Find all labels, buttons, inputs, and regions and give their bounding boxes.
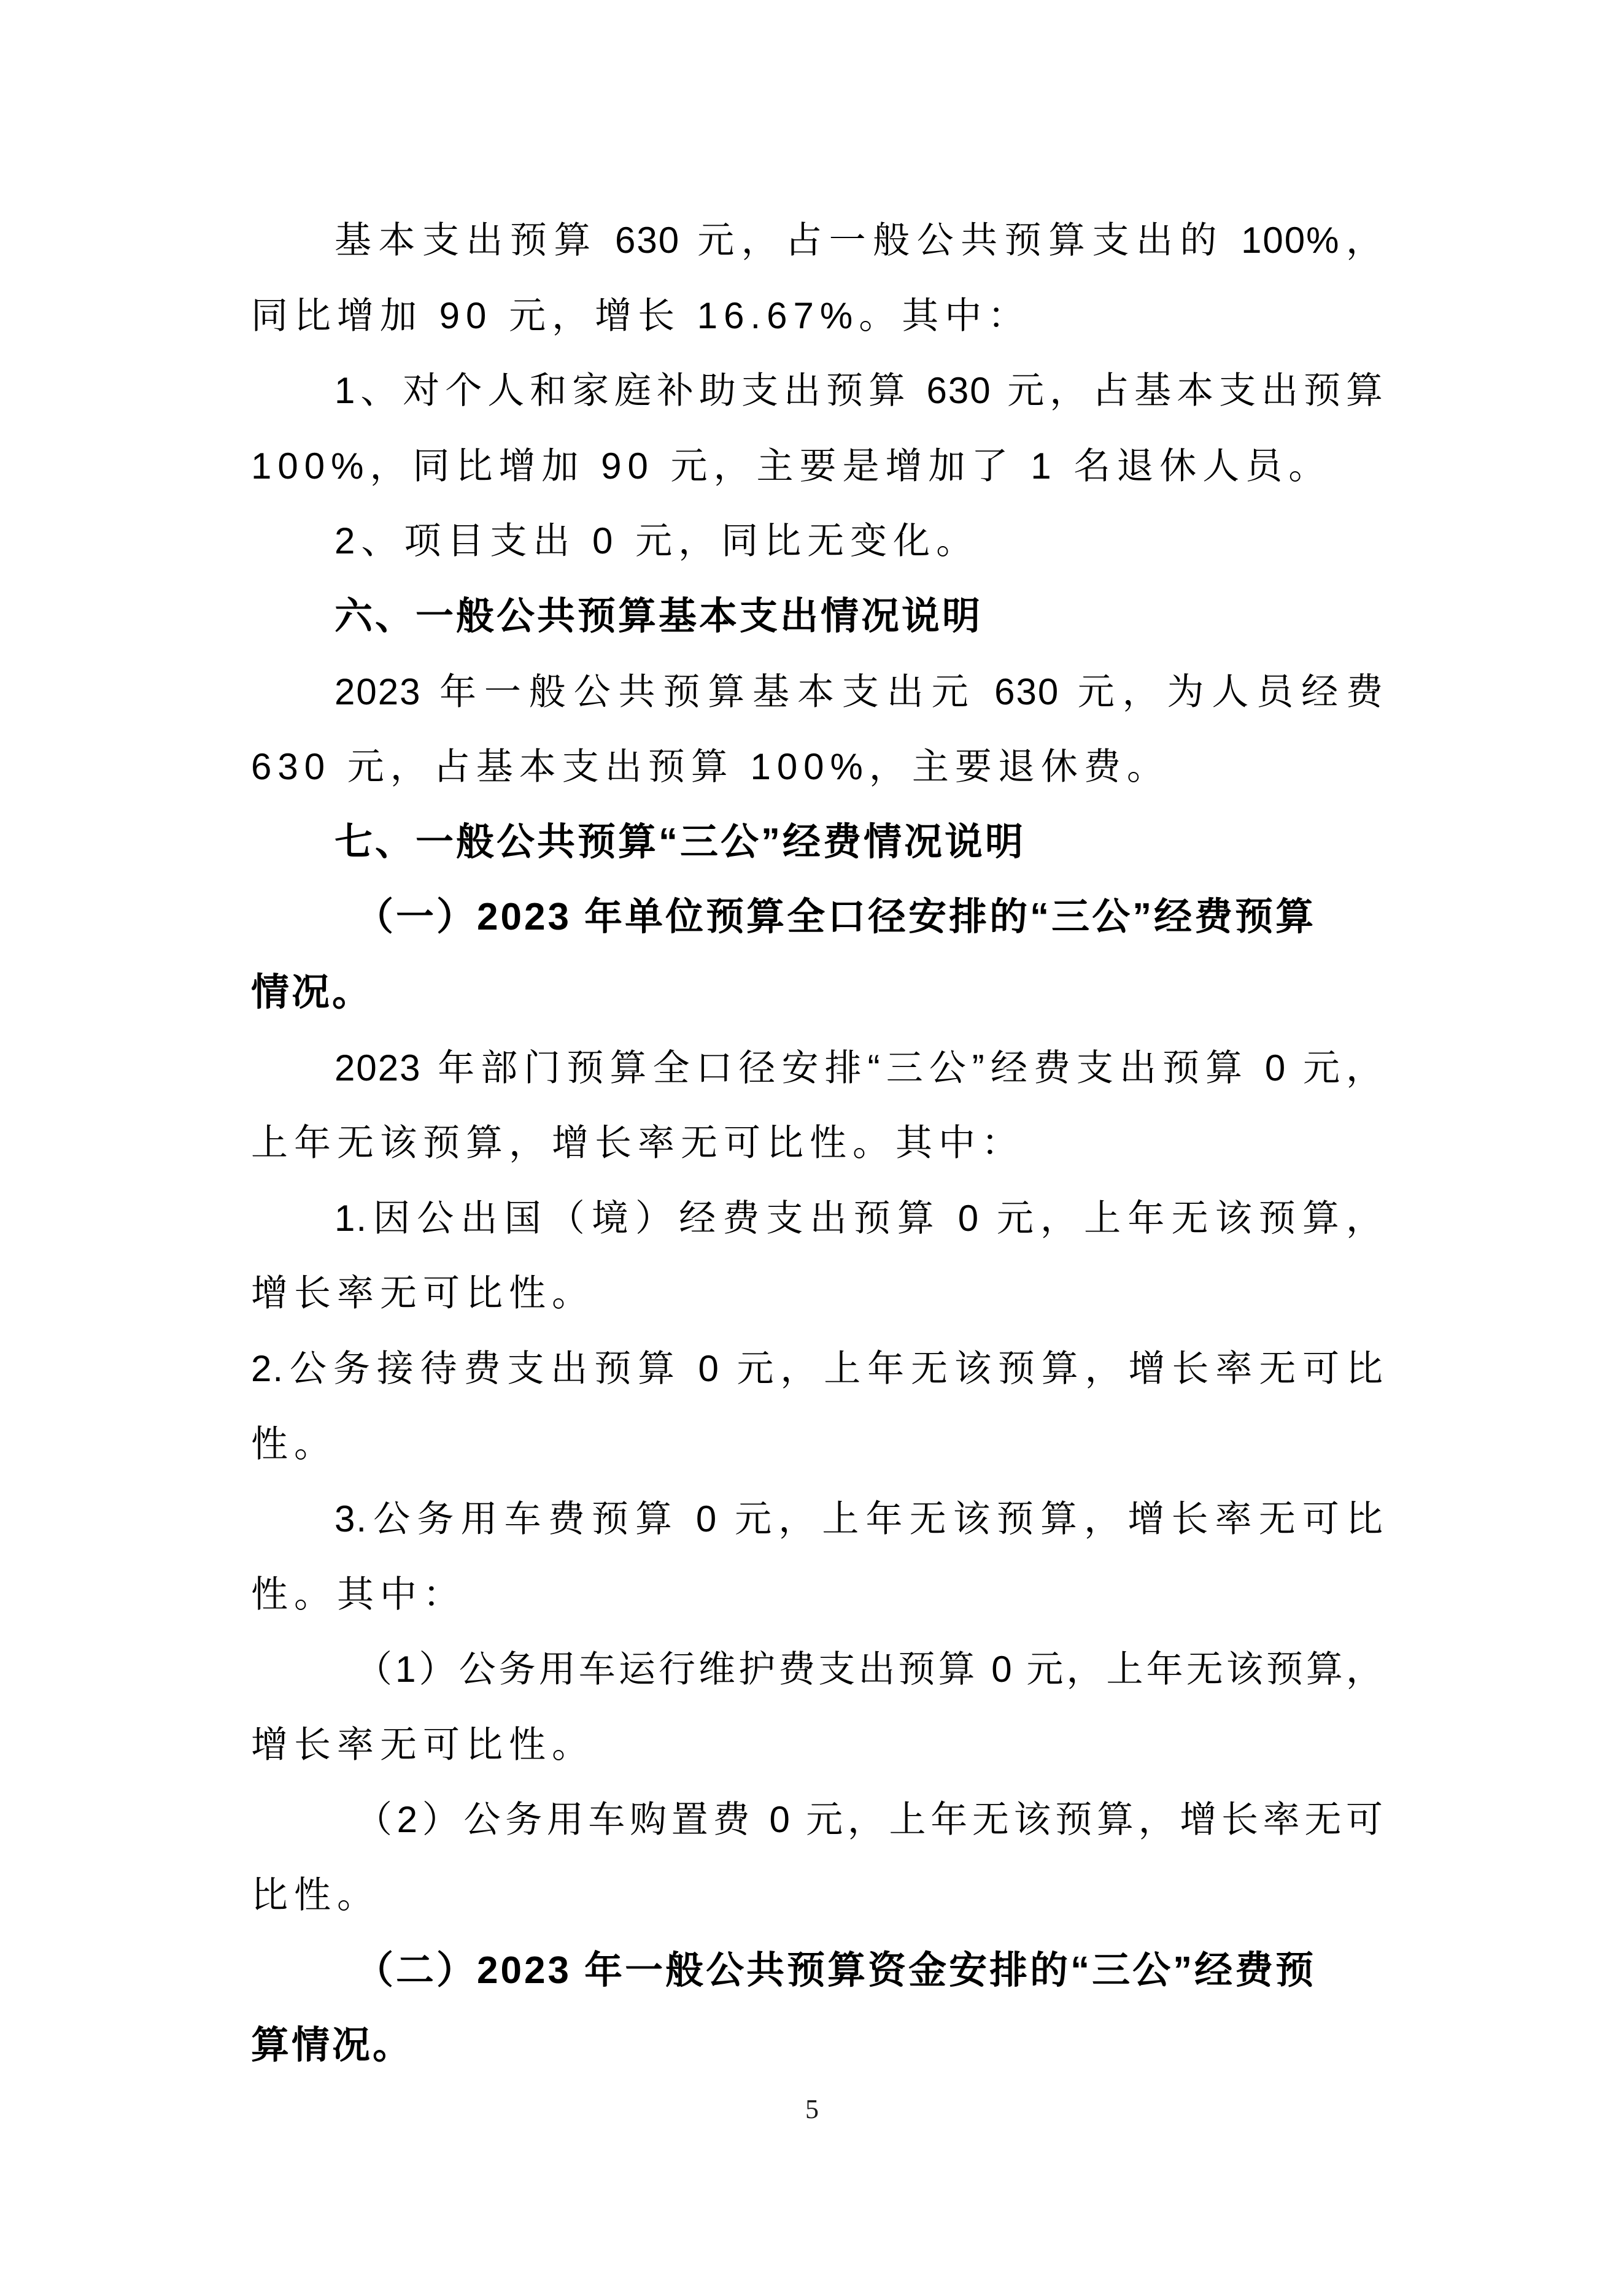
- heading-subsection-one: （一）2023 年单位预算全口径安排的“三公”经费预算: [355, 896, 1317, 939]
- body-text-line: 增长率无可比性。: [251, 1724, 595, 1765]
- body-text-line: 同比增加 90 元，增长 16.67%。其中：: [251, 295, 1031, 336]
- body-text-line: 630 元，占基本支出预算 100%，主要退休费。: [251, 746, 1170, 788]
- body-text-line: 1.因公出国（境）经费支出预算 0 元，上年无该预算，: [334, 1197, 1384, 1239]
- body-text-line: （1）公务用车运行维护费支出预算 0 元，上年无该预算，: [355, 1649, 1384, 1690]
- heading-subsection-two: （二）2023 年一般公共预算资金安排的“三公”经费预: [355, 1949, 1317, 1992]
- heading-subsection-one-cont: 情况。: [251, 971, 373, 1014]
- heading-subsection-two-cont: 算情况。: [251, 2024, 414, 2067]
- page-number: 5: [805, 2094, 819, 2124]
- body-text-line: 1、对个人和家庭补助支出预算 630 元，占基本支出预算: [334, 370, 1384, 412]
- document-body: [251, 203, 1384, 2084]
- body-text-line: 2.公务接待费支出预算 0 元，上年无该预算，增长率无可比: [251, 1347, 1384, 1389]
- body-text-line: 2023 年部门预算全口径安排“三公”经费支出预算 0 元，: [334, 1047, 1384, 1088]
- heading-section-seven: 七、一般公共预算“三公”经费情况说明: [334, 820, 1026, 863]
- body-text-line: 2、项目支出 0 元，同比无变化。: [334, 520, 980, 562]
- body-text-line: 上年无该预算，增长率无可比性。其中：: [251, 1122, 1024, 1164]
- heading-section-six: 六、一般公共预算基本支出情况说明: [334, 595, 983, 638]
- body-text-line: 基本支出预算 630 元，占一般公共预算支出的 100%，: [334, 220, 1384, 261]
- body-text-line: 性。: [251, 1423, 337, 1465]
- body-text-line: 性。其中：: [251, 1573, 466, 1615]
- body-text-line: （2）公务用车购置费 0 元，上年无该预算，增长率无可: [355, 1799, 1384, 1841]
- body-text-line: 比性。: [251, 1874, 380, 1916]
- body-text-line: 3.公务用车费预算 0 元，上年无该预算，增长率无可比: [334, 1498, 1384, 1540]
- body-text-line: 100%，同比增加 90 元，主要是增加了 1 名退休人员。: [251, 445, 1332, 487]
- body-text-line: 增长率无可比性。: [251, 1273, 595, 1314]
- body-text-line: 2023 年一般公共预算基本支出元 630 元，为人员经费: [334, 671, 1384, 712]
